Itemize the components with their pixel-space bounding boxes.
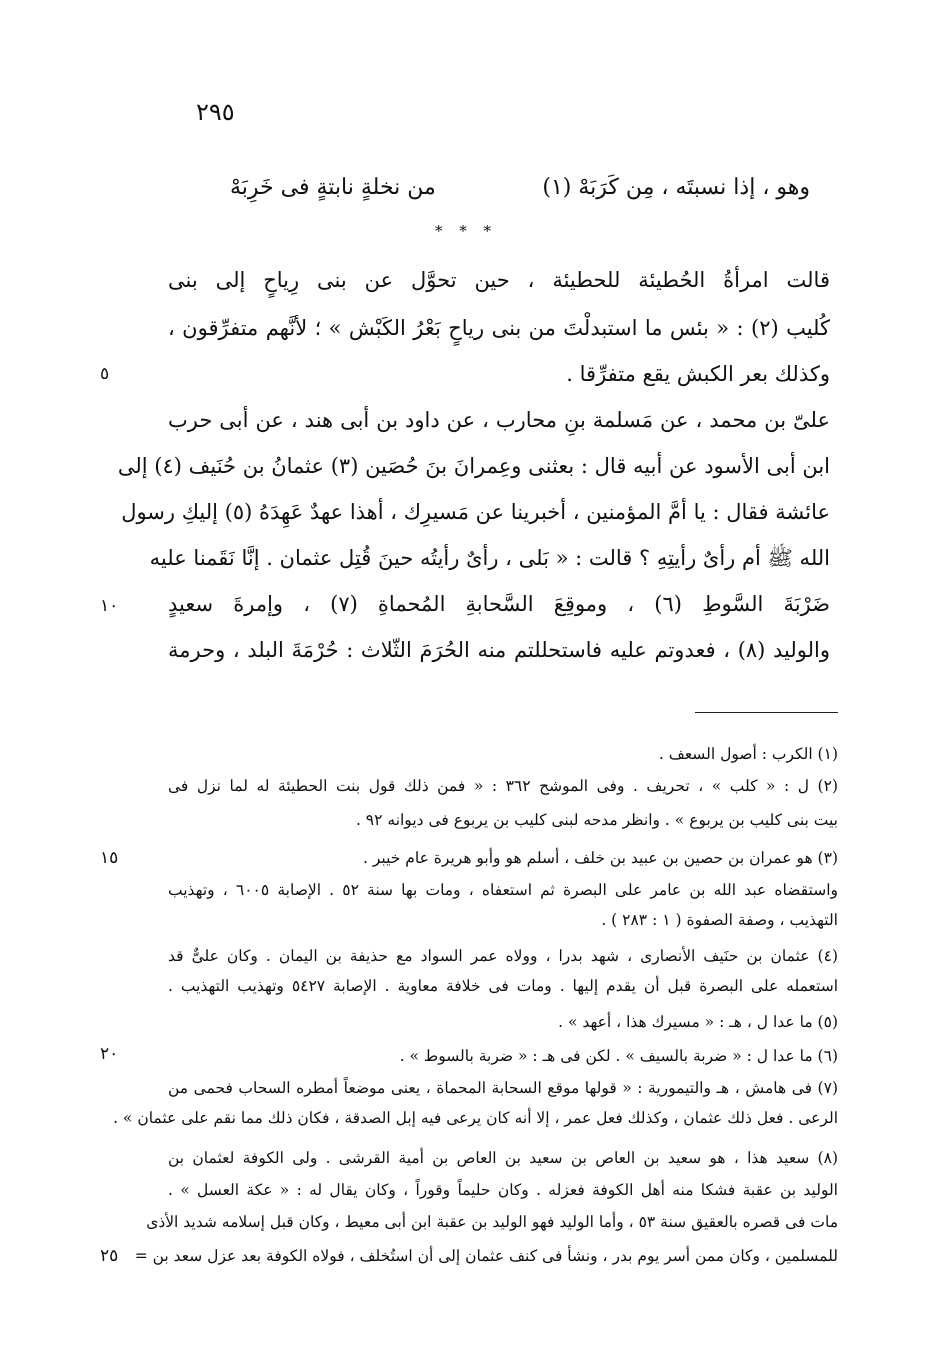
footnote-line: للمسلمين ، وكان ممن أسر يوم بدر ، ونشأ فى كنف عثمان إلى أن استُخلف ، فولاه الكوفة بعد عزل سعد بن = — [134, 1247, 838, 1265]
section-separator: * * * — [434, 222, 498, 240]
footnote-line: (٥) ما عدا ل ، هـ : « مسيرك هذا ، أعهد » . — [558, 1013, 838, 1031]
body-line: كُليب (٢) : « بئس ما استبدلْتَ من بنى رياحٍ بَعْرُ الكَبْش » ؛ لأنَّهم متفرِّقون ، — [168, 316, 830, 340]
line-number-margin: ١٠ — [100, 596, 119, 616]
body-line: قالت امرأةُ الحُطيئة للحطيئة ، حين تحوَّل عن بنى رِياحٍ إلى بنى — [168, 268, 830, 292]
footnote-divider — [695, 712, 838, 713]
line-number-margin: ٥ — [100, 364, 110, 384]
footnote-line: واستقضاه عبد الله بن عامر على البصرة ثم استعفاه ، ومات بها سنة ٥٢ . الإصابة ٦٠٠٥ ، وتهذيب — [168, 881, 838, 899]
verse-second-hemistich: من نخلةٍ نابتةٍ فى خَرِبَهْ — [230, 175, 436, 200]
footnote-line: (٢) ل : « كلب » ، تحريف . وفى الموشح ٣٦٢ : « فمن ذلك قول بنت الحطيئة له لما نزل فى — [168, 777, 838, 795]
body-line: عائشة فقال : يا أمَّ المؤمنين ، أخبرينا عن مَسيرِك ، أهذا عهدٌ عَهِدَهُ (٥) إليكِ رسول — [121, 500, 830, 524]
body-line: ضَرْبَةَ السَّوطِ (٦) ، وموقِعَ السَّحابةِ المُحماةِ (٧) ، وإمرةَ سعيدٍ — [168, 592, 830, 616]
footnote-line: (١) الكرب : أصول السعف . — [658, 745, 838, 763]
footnote-line: (٣) هو عمران بن حصين بن عبيد بن خلف ، أسلم هو وأبو هريرة عام خيبر . — [363, 849, 838, 867]
line-number-margin: ٢٠ — [100, 1044, 119, 1064]
page-number: ٢٩٥ — [196, 98, 235, 126]
verse-first-hemistich: وهو ، إذا نسبتَه ، مِن كَرَبَهْ (١) — [542, 175, 810, 200]
footnote-line: بيت بنى كليب بن يربوع » . وانظر مدحه لبنى كليب بن يربوع فى ديوانه ٩٢ . — [355, 811, 838, 829]
poem-verse — [230, 168, 810, 208]
body-line: وكذلك بعر الكبش يقع متفرِّقا . — [566, 362, 830, 386]
footnote-line: مات فى قصره بالعقيق سنة ٥٣ ، وأما الوليد فهو الوليد بن عقبة ابن أبى معيط ، وكان قبل إسلامه شديد الأذى — [146, 1213, 838, 1231]
footnote-line: استعمله على البصرة قبل أن يقدم إليها . ومات فى خلافة معاوية . الإصابة ٥٤٢٧ وتهذيب التهذيب . — [168, 977, 838, 995]
body-line: علىّ بن محمد ، عن مَسلمة بنِ محارب ، عن داود بن أبى هند ، عن أبى حرب — [168, 408, 830, 432]
footnote-line: الرعى . فعل ذلك عثمان ، وكذلك فعل عمر ، إلا أنه كان يرعى فيه إبل الصدقة ، فكان ذلك مما نقم على عثمان » . — [113, 1109, 838, 1127]
footnote-line: (٧) فى هامش ، هـ والتيمورية : « قولها موقع السحابة المحماة ، يعنى موضعاً أمطره السحاب فحمى من — [168, 1079, 838, 1097]
footnote-line: (٦) ما عدا ل : « ضربة بالسيف » . لكن فى هـ : « ضربة بالسوط » . — [399, 1047, 838, 1065]
line-number-margin: ١٥ — [100, 848, 119, 868]
line-number-margin: ٢٥ — [100, 1246, 119, 1266]
footnote-line: التهذيب ، وصفة الصفوة ( ١ : ٢٨٣ ) . — [601, 911, 838, 929]
footnote-line: (٨) سعيد هذا ، هو سعيد بن العاص بن سعيد بن العاص بن أمية القرشى . ولى الكوفة لعثمان بن — [168, 1149, 838, 1167]
body-line: والوليد (٨) ، فعدوتم عليه فاستحللتم منه الحُرَمَ الثّلاث : حُرْمَةَ البلد ، وحرمة — [168, 638, 830, 662]
footnote-line: (٤) عثمان بن حنَيف الأنصارى ، شهد بدرا ، وولاه عمر السواد مع حذيفة بن اليمان . وكان علىٌّ قد — [168, 947, 838, 965]
footnote-line: الوليد بن عقبة فشكا منه أهل الكوفة فعزله . وكان حليماً وقوراً ، وكان يقال له : « عكة العسل » . — [168, 1181, 838, 1199]
body-line: ابن أبى الأسود عن أبيه قال : بعثنى وعِمرانَ بنَ حُصَين (٣) عثمانُ بن حُنَيف (٤) إلى — [117, 454, 830, 478]
body-line: الله ﷺ أم رأىٌ رأيتِهِ ؟ قالت : « بَلى ، رأىٌ رأيتُه حينَ قُتِل عثمان . إنَّا نَقَمنا عليه — [149, 546, 830, 570]
